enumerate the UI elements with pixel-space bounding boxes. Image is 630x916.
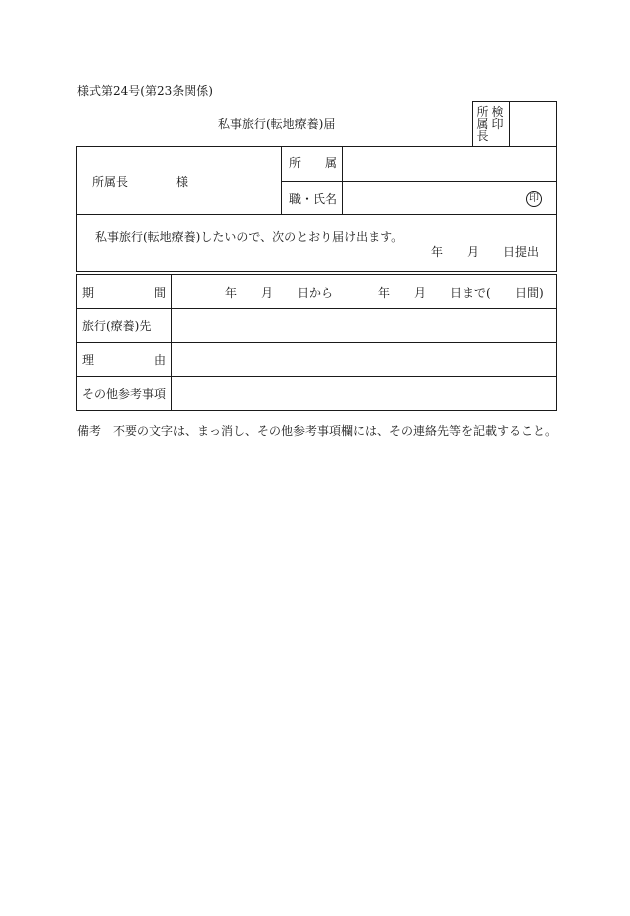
upper-block-right bbox=[556, 146, 557, 272]
period-to: 年 月 日まで( bbox=[378, 286, 491, 300]
destination-label: 旅行(療養)先 bbox=[82, 319, 152, 333]
declaration-top bbox=[76, 214, 557, 215]
stamp-box-left bbox=[472, 101, 473, 147]
lower-table-top-2 bbox=[76, 274, 557, 275]
lower-table-top-1 bbox=[76, 271, 557, 272]
form-number: 様式第24号(第23条関係) bbox=[77, 84, 213, 98]
period-label: 期 間 bbox=[82, 286, 167, 300]
stamp-box-top bbox=[472, 101, 557, 102]
stamp-label-seal: 検印 bbox=[491, 105, 504, 131]
remarks-note: 備考 不要の文字は、まっ消し、その他参考事項欄には、その連絡先等を記載すること。 bbox=[77, 424, 558, 438]
seal-mark: 印 bbox=[526, 191, 542, 207]
row-divider-3 bbox=[76, 376, 557, 377]
stamp-box-divider bbox=[509, 101, 510, 147]
applicant-row-divider bbox=[281, 181, 557, 182]
form-title: 私事旅行(転地療養)届 bbox=[218, 117, 336, 131]
stamp-label-head: 所属長 bbox=[476, 105, 489, 143]
reason-label: 理 由 bbox=[82, 353, 167, 367]
other-notes-label: その他参考事項 bbox=[82, 387, 167, 401]
declaration-text: 私事旅行(転地療養)したいので、次のとおり届け出ます。 bbox=[95, 230, 404, 244]
stamp-box-right bbox=[556, 101, 557, 147]
period-from: 年 月 日から bbox=[225, 286, 334, 300]
submission-date: 年 月 日提出 bbox=[431, 245, 540, 259]
row-divider-2 bbox=[76, 342, 557, 343]
row-divider-1 bbox=[76, 308, 557, 309]
addressee-label: 所属長 bbox=[92, 175, 129, 189]
period-days: 日間) bbox=[515, 286, 544, 300]
upper-block-top bbox=[76, 146, 557, 147]
upper-block-left bbox=[76, 146, 77, 272]
name-label: 職・氏名 bbox=[289, 192, 338, 206]
lower-table-bottom bbox=[76, 410, 557, 411]
addressee-honorific: 様 bbox=[176, 175, 189, 189]
affiliation-label: 所 属 bbox=[289, 156, 338, 170]
